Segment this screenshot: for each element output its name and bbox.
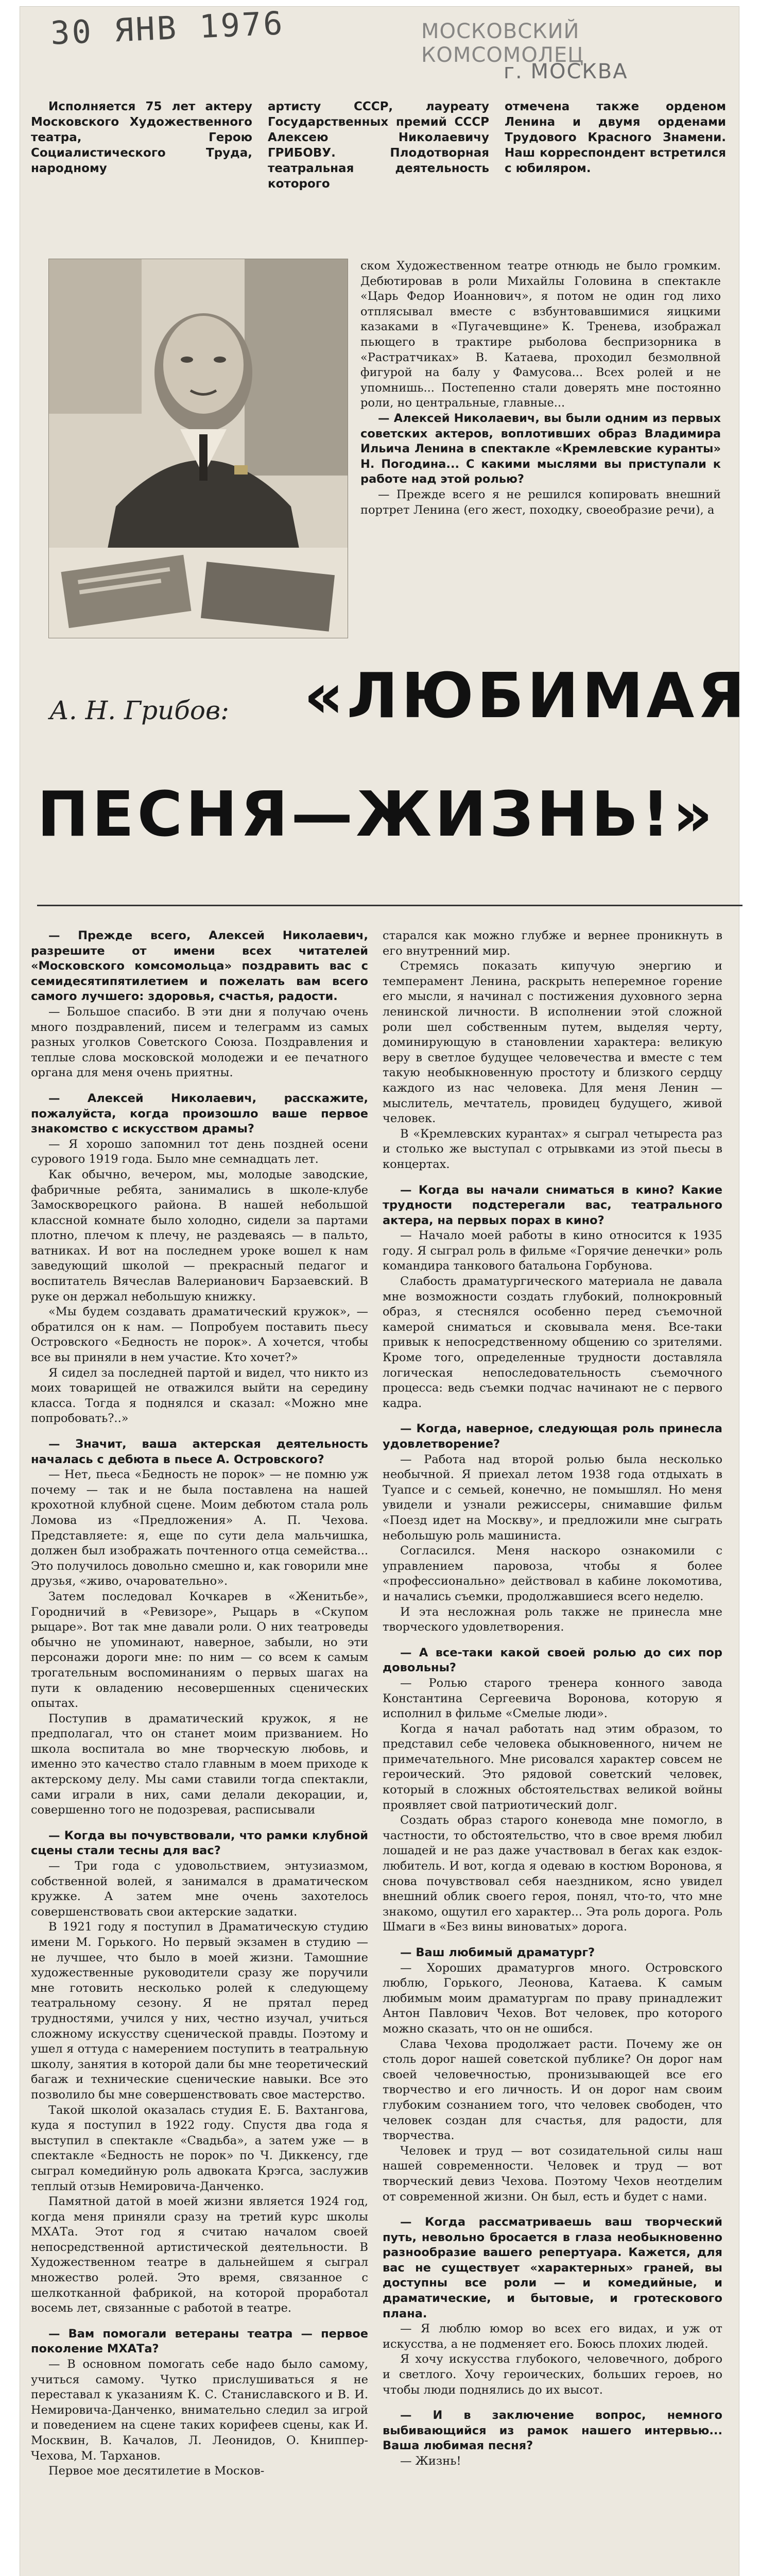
intro-column-2 (268, 99, 489, 192)
question: — Прежде всего, Алексей Николаевич, разрешите от имени всех читателей «Московского комсомольца» поздравить вас с семидесятипятилетием и пожелать вам всего самого лучшего: здоровья, счастья, радости. (31, 929, 368, 1004)
paragraph: — Нет, пьеса «Бедность не порок» — не помню уж почему — так и не была поставлена на нашей крохотной клубной сцене. Моим дебютом стала роль Ломова из «Предложения» А. П. Чехова. Представляете: я, еще по сути дела мальчишка, должен был изображать почтенного отца семейства... Это получилось довольно смешно и, как говорили мне друзья, «живо, очаровательно». (31, 1468, 368, 1588)
paragraph: Такой школой оказалась студия Е. Б. Вахтангова, куда я поступил в 1922 году. Спустя два года я выступил в спектакле «Свадьба», а затем уже — в спектакле «Бедность не порок» по Ч. Диккенсу, где сыграл комедийную роль адвоката Крэгса, заслужив теплый отзыв Немировича-Данченко. (31, 2103, 368, 2193)
paragraph: — Прежде всего я не решился копировать внешний портрет Ленина (его жест, походку, своеобразие речи), а (360, 487, 721, 517)
paragraph: — Я хорошо запомнил тот день поздней осени сурового 1919 года. Было мне семнадцать лет. (31, 1137, 368, 1166)
paragraph: Я хочу искусства глубокого, человечного, доброго и светлого. Хочу героических, больших героев, но чтобы люди поднялись до их высот. (383, 2352, 722, 2397)
paragraph: Стремясь показать кипучую энергию и темперамент Ленина, раскрыть неперемное горение его мысли, я начинал с постижения духовного зерна ленинской личности. В исполнении этой сложной роли шел собственным путем, выделяя черту, доминирующую в становлении характера: великую веру в светлое будущее человечества и вместе с тем такую необыкновенную простоту и близкого сердцу каждого из нас человека. Для меня Ленин — мыслитель, мечтатель, провидец будущего, живой человек. (383, 959, 722, 1126)
newspaper-clipping (20, 4, 748, 2576)
paragraph: Когда я начал работать над этим образом, то представил себе человека обыкновенного, ничем не примечательного. Мне рисовался характер совсем не героический. Это рядовой советский человек, который в сложных обстоятельствах великой войны проявляет свой патриотический долг. (383, 1722, 722, 1812)
paragraph: Я сидел за последней партой и видел, что никто из моих товарищей не отважился выйти на середину класса. Тогда я поднялся и сказал: «Можно мне попробовать?..» (31, 1366, 368, 1426)
question: — Вам помогали ветераны театра — первое поколение МХАТа? (31, 2327, 368, 2356)
paragraph: ском Художественном театре отнюдь не было громким. Дебютировав в роли Михайлы Головина в спектакле «Царь Федор Иоаннович», я потом не один год лихо отплясывал вместе с взбунтовавшимися яицкими казаками в «Пугачевщине» К. Тренева, изображал пьющего в трактире рыболова беспризорника в «Растратчиках» В. Катаева, проходил безмолвной фигурой на балу у Фамусова... Всех ролей и не упомнишь... Постепенно стали доверять мне постоянно роли, но центральные, главные... (360, 259, 721, 410)
intro-text: артисту СССР, лауреату Государственных премий СССР Алексею Николаевичу ГРИБОВУ. Плодотворная театральная деятельность которого (268, 100, 489, 191)
question: — И в заключение вопрос, немного выбивающийся из рамок нашего интервью... Ваша любимая песня? (383, 2409, 722, 2453)
paragraph: — Три года с удовольствием, энтузиазмом, собственной волей, я занимался в драматическом кружке. А затем мне очень захотелось совершенствовать свои актерские задатки. (31, 1859, 368, 1919)
paragraph: Поступив в драматический кружок, я не предполагал, что он станет моим призванием. Но школа воспитала во мне творческую любовь, и именно это качество стало главным в моем приходе к актерскому делу. Мы сами ставили тогда спектакли, сами играли в них, сами делали декорации, и, совершенно того не подозревая, расписывали (31, 1711, 368, 1817)
paragraph: В 1921 году я поступил в Драматическую студию имени М. Горького. Но первый экзамен в студию — не лучшее, что было в моей жизни. Тамошние художественные руководители сразу же поручили мне готовить несколько ролей к следующему театральному сезону. Я не прятал перед трудностями, учился у них, честно изучал, учиться сложному искусству сценической правды. Поэтому и ушел я оттуда с намерением поступить в театральную школу, занятия в которой дали бы мне теоретический багаж и технические сценические навыки. Все это позволило бы мне совершенствовать свое мастерство. (31, 1920, 368, 2102)
city-stamp: г. МОСКВА (504, 60, 628, 83)
date-stamp: 30 ЯНВ 1976 (49, 4, 285, 52)
question: — Ваш любимый драматург? (400, 1946, 595, 1959)
paragraph: Создать образ старого коневода мне помогло, в частности, то обстоятельство, что в свое время любил лошадей и не раз даже участвовал в бегах как ездок-любитель. И вот, когда я одеваю в костюм Воронова, я снова почувствовал себя наездником, ясно увидел внешний облик своего героя, понял, что-то, что мне знакомо, ощутил его характер... Эта роль дорога. Роль Шмаги в «Без вины виноватых» дорога. (383, 1814, 722, 1934)
paragraph: Затем последовал Кочкарев в «Женитьбе», Городничий в «Ревизоре», Рыцарь в «Скупом рыцаре». Вот так мне давали роли. О них театроведы обычно не упоминают, наверное, забыли, но эти персонажи дороги мне: по ним — со всем к самым трогательным воспоминаниям о первых шагах на пути к овладению несовершенных сценических опытах. (31, 1589, 368, 1710)
paragraph: «Мы будем создавать драматический кружок», — обратился он к нам. — Попробуем поставить пьесу Островского «Бедность не порок». А хочется, чтобы все вы приняли в нем участие. Кто хочет?» (31, 1305, 368, 1365)
portrait-photo (48, 259, 348, 638)
paragraph: Человек и труд — вот созидательной силы наш нашей современности. Человек и труд — вот творческий девиз Чехова. Поэтому Чехов неотделим от современной жизни. Он был, есть и будет с нами. (383, 2144, 722, 2204)
question: — Алексей Николаевич, расскажите, пожалуйста, когда произошло ваше первое знакомство с искусством драмы? (31, 1091, 368, 1136)
paragraph: — Жизнь! (400, 2454, 461, 2468)
question: — Когда вы почувствовали, что рамки клубной сцены стали тесны для вас? (31, 1828, 368, 1858)
interviewee-name: А. Н. Грибов: (49, 696, 229, 725)
left-column (31, 928, 368, 2479)
right-column (383, 928, 722, 2469)
intro-text: Исполняется 75 лет актеру Московского Художественного театра, Герою Социалистического Труда, народному (31, 100, 252, 175)
paragraph: Как обычно, вечером, мы, молодые заводские, фабричные ребята, занимались в школе-клубе Замоскворецкого района. В нашей небольшой классной комнате было холодно, сидели за партами плотно, плечом к плечу, не раздеваясь — в пальто, ватниках. И вот на последнем уроке вошел к нам заведующий школой — прекрасный педагог и воспитатель Вячеслав Валерианович Барзаевский. В руке он держал небольшую книжку. (31, 1167, 368, 1303)
paragraph: Согласился. Меня наскоро ознакомили с управлением паровоза, чтобы я более «профессионально» действовал в кабине локомотива, и начались съемки, продолжавшиеся всего неделю. (383, 1544, 722, 1603)
question: — А все-таки какой своей ролью до сих пор довольны? (383, 1646, 722, 1675)
question: — Когда рассматриваешь ваш творческий путь, невольно бросается в глаза необыкновенно разнообразие вашего репертуара. Кажется, для вас не существует «характерных» граней, вы доступны все роли — и комедийные, и драматические, и бытовые, и гротескового плана. (383, 2215, 722, 2320)
headline-line-1: «ЛЮБИМАЯ (304, 660, 748, 732)
paragraph: Первое мое десятилетие в Москов- (48, 2464, 265, 2478)
paragraph: — Хороших драматургов много. Островского люблю, Горького, Леонова, Катаева. К самым любимым моим драматургам по праву принадлежит Антон Павлович Чехов. Вот человек, про которого можно сказать, что он не ошибся. (383, 1961, 722, 2036)
paragraph: — Большое спасибо. В эти дни я получаю очень много поздравлений, писем и телеграмм из самых разных уголков Советского Союза. Поздравления и теплые слова московской молодежи и ее печатного органа для меня очень приятны. (31, 1005, 368, 1080)
question: — Когда, наверное, следующая роль принесла удовлетворение? (383, 1422, 722, 1451)
portrait-illustration (49, 259, 348, 638)
intro-text: отмечена также орденом Ленина и двумя орденами Трудового Красного Знамени. Наш корреспондент встретился с юбиляром. (505, 100, 726, 175)
paragraph: Слава Чехова продолжает расти. Почему же он столь дорог нашей советской публике? Он дорог нам своей человечностью, пронизывающей все его творчество и его личность. И он дорог нам своим глубоким сознанием того, что человек свободен, что человек создан для счастья, для радости, для творчества. (383, 2037, 722, 2143)
intro-column-1 (31, 99, 252, 176)
paragraph: — Я люблю юмор во всех его видах, и уж от искусства, а не подменяет его. Боюсь плохих людей. (383, 2322, 722, 2351)
paragraph: — Начало моей работы в кино относится к 1935 году. Я сыграл роль в фильме «Горячие денечки» роль командира танкового батальона Горбунова. (383, 1229, 722, 1273)
paragraph: И эта несложная роль также не принесла мне творческого удовлетворения. (383, 1605, 722, 1634)
question: — Значит, ваша актерская деятельность началась с дебюта в пьесе А. Островского? (31, 1437, 368, 1466)
intro-column-3 (505, 99, 726, 176)
upper-right-column (360, 259, 721, 518)
question: — Когда вы начали сниматься в кино? Какие трудности подстерегали вас, театрального актера, на первых порах в кино? (383, 1183, 722, 1227)
newspaper-name-stamp: МОСКОВСКИЙ КОМСОМОЛЕЦ (421, 20, 584, 67)
paragraph: Слабость драматургического материала не давала мне возможности создать глубокий, полнокровный образ, я стеснялся особенно перед съемочной камерой сниматься и сковывала меня. Все-таки привык к непосредственному общению со зрителями. Кроме того, определенные трудности доставляла логическая непоследовательность съемочного процесса: ведь съемки подчас начинают не с первого кадра. (383, 1275, 722, 1410)
paragraph: — В основном помогать себе надо было самому, учиться самому. Чутко прислушиваться я не переставал к указаниям К. С. Станиславского и В. И. Немировича-Данченко, внимательно следил за игрой и поведением на сцене таких корифеев сцены, как И. Москвин, В. Качалов, Л. Леонидов, О. Книппер-Чехова, М. Тарханов. (31, 2358, 368, 2463)
paragraph: — Ролью старого тренера конного завода Константина Сергеевича Воронова, которую я исполнил в фильме «Смелые люди». (383, 1676, 722, 1721)
headline-line-2: ПЕСНЯ—ЖИЗНЬ!» (37, 779, 716, 851)
paragraph: Памятной датой в моей жизни является 1924 год, когда меня приняли сразу на третий курс школы МХАТа. Этот год я считаю началом своей непосредственной артистической деятельности. В Художественном театре в дальнейшем я сыграл множество ролей. Это время, связанное с шелкотканной фабрикой, на которой проработал восемь лет, связанные с работой в театре. (31, 2195, 368, 2315)
paragraph: старался как можно глубже и вернее проникнуть в его внутренний мир. (383, 929, 722, 958)
question: — Алексей Николаевич, вы были одним из первых советских актеров, воплотивших образ Владимира Ильича Ленина в спектакле «Кремлевские куранты» Н. Погодина... С какими мыслями вы приступали к работе над этой ролью? (360, 411, 721, 486)
headline-divider (37, 905, 742, 906)
paragraph: В «Кремлевских курантах» я сыграл четыреста раз и столько же выступал с отрывками из этой пьесы в концертах. (383, 1127, 722, 1171)
paragraph: — Работа над второй ролью была несколько необычной. Я приехал летом 1938 года отдыхать в Туапсе и с семьей, конечно, не помышлял. Но меня увидели и узнали режиссеры, снимавшие фильм «Поезд идет на Москву», и предложили мне сыграть небольшую роль машиниста. (383, 1452, 722, 1543)
